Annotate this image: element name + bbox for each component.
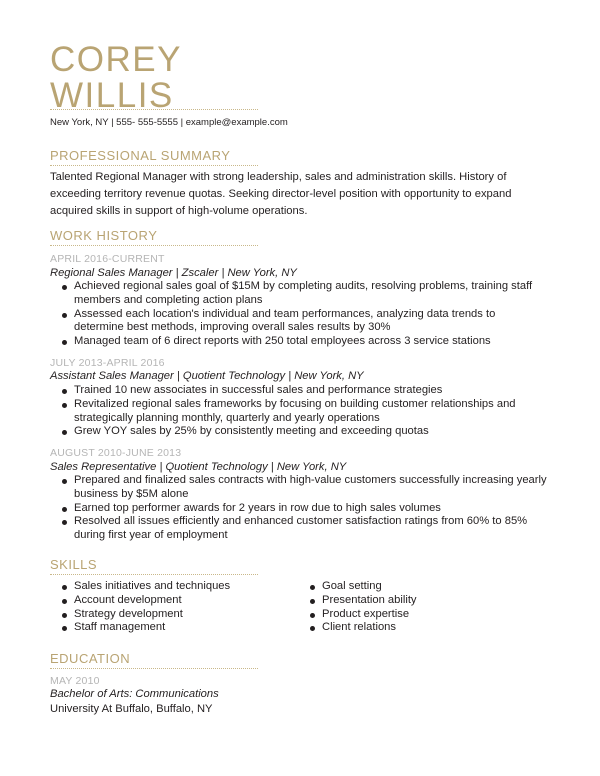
job-bullets: [60, 384, 548, 439]
job-company: Zscaler: [181, 267, 219, 279]
work-history-divider: [50, 245, 258, 246]
skills-divider: [50, 574, 258, 575]
degree: Bachelor of Arts: [50, 688, 130, 700]
name-divider: [50, 109, 258, 110]
job-dates: APRIL 2016-CURRENT: [50, 253, 165, 265]
job-role: Sales Representative: [50, 461, 157, 473]
list-item: Strategy development: [60, 608, 230, 622]
field-of-study: Communications: [135, 688, 219, 700]
job-title-line: Regional Sales Manager | Zscaler | New York, NY: [50, 267, 297, 279]
job-company: Quotient Technology: [182, 370, 286, 382]
job-location: New York, NY: [276, 461, 347, 473]
education-divider: [50, 668, 258, 669]
skills-right-column: [308, 580, 417, 635]
list-item: Trained 10 new associates in successful sales and performance strategies: [60, 384, 548, 398]
last-name: WILLIS: [50, 76, 174, 115]
job-dates: JULY 2013-APRIL 2016: [50, 357, 165, 369]
list-item: Revitalized regional sales frameworks by focusing on building customer relationships and strategically planning monthly, quarterly and yearly operations: [60, 398, 548, 426]
job-role: Assistant Sales Manager: [50, 370, 174, 382]
job-company: Quotient Technology: [165, 461, 268, 473]
list-item: Product expertise: [308, 608, 417, 622]
skills-left-column: [60, 580, 230, 635]
list-item: Resolved all issues efficiently and enhanced customer satisfaction ratings from 60% to 85% during first year of employment: [60, 515, 548, 543]
list-item: Account development: [60, 594, 230, 608]
education-degree-line: Bachelor of Arts: Communications: [50, 688, 219, 700]
list-item: Sales initiatives and techniques: [60, 580, 230, 594]
list-item: Assessed each location's individual and team performances, analyzing data trends to determine best methods, improving overall sales results by 30%: [60, 308, 548, 336]
contact-info: New York, NY | 555- 555-5555 | example@example.com: [50, 117, 288, 128]
job-location: New York, NY: [294, 370, 364, 382]
list-item: Achieved regional sales goal of $15M by completing audits, resolving problems, training staff members and completing action plans: [60, 280, 548, 308]
list-item: Earned top performer awards for 2 years in row due to high sales volumes: [60, 502, 548, 516]
job-bullets: [60, 280, 548, 349]
first-name: COREY: [50, 40, 182, 79]
summary-text: Talented Regional Manager with strong leadership, sales and administration skills. History of exceeding territory revenue quotas. Seeking director-level position with opportunity to expand acquired skills in support of high-volume operations.: [50, 171, 512, 217]
list-item: Staff management: [60, 621, 230, 635]
skills-heading: SKILLS: [50, 557, 98, 572]
job-title-line: Assistant Sales Manager | Quotient Technology | New York, NY: [50, 370, 364, 382]
list-item: Grew YOY sales by 25% by consistently meeting and exceeding quotas: [60, 425, 548, 439]
summary-divider: [50, 165, 258, 166]
candidate-name: [50, 42, 182, 114]
job-role: Regional Sales Manager: [50, 267, 173, 279]
list-item: Presentation ability: [308, 594, 417, 608]
work-history-heading: WORK HISTORY: [50, 228, 158, 243]
education-heading: EDUCATION: [50, 651, 131, 666]
education-date: MAY 2010: [50, 675, 100, 687]
school: University At Buffalo, Buffalo, NY: [50, 703, 213, 715]
job-dates: AUGUST 2010-JUNE 2013: [50, 447, 182, 459]
list-item: Goal setting: [308, 580, 417, 594]
job-title-line: Sales Representative | Quotient Technology | New York, NY: [50, 461, 347, 473]
list-item: Prepared and finalized sales contracts with high-value customers successfully increasing yearly business by $5M alone: [60, 474, 548, 502]
list-item: Managed team of 6 direct reports with 250 total employees across 3 service stations: [60, 335, 548, 349]
summary-heading: PROFESSIONAL SUMMARY: [50, 148, 231, 163]
job-bullets: [60, 474, 548, 543]
job-location: New York, NY: [227, 267, 297, 279]
list-item: Client relations: [308, 621, 417, 635]
